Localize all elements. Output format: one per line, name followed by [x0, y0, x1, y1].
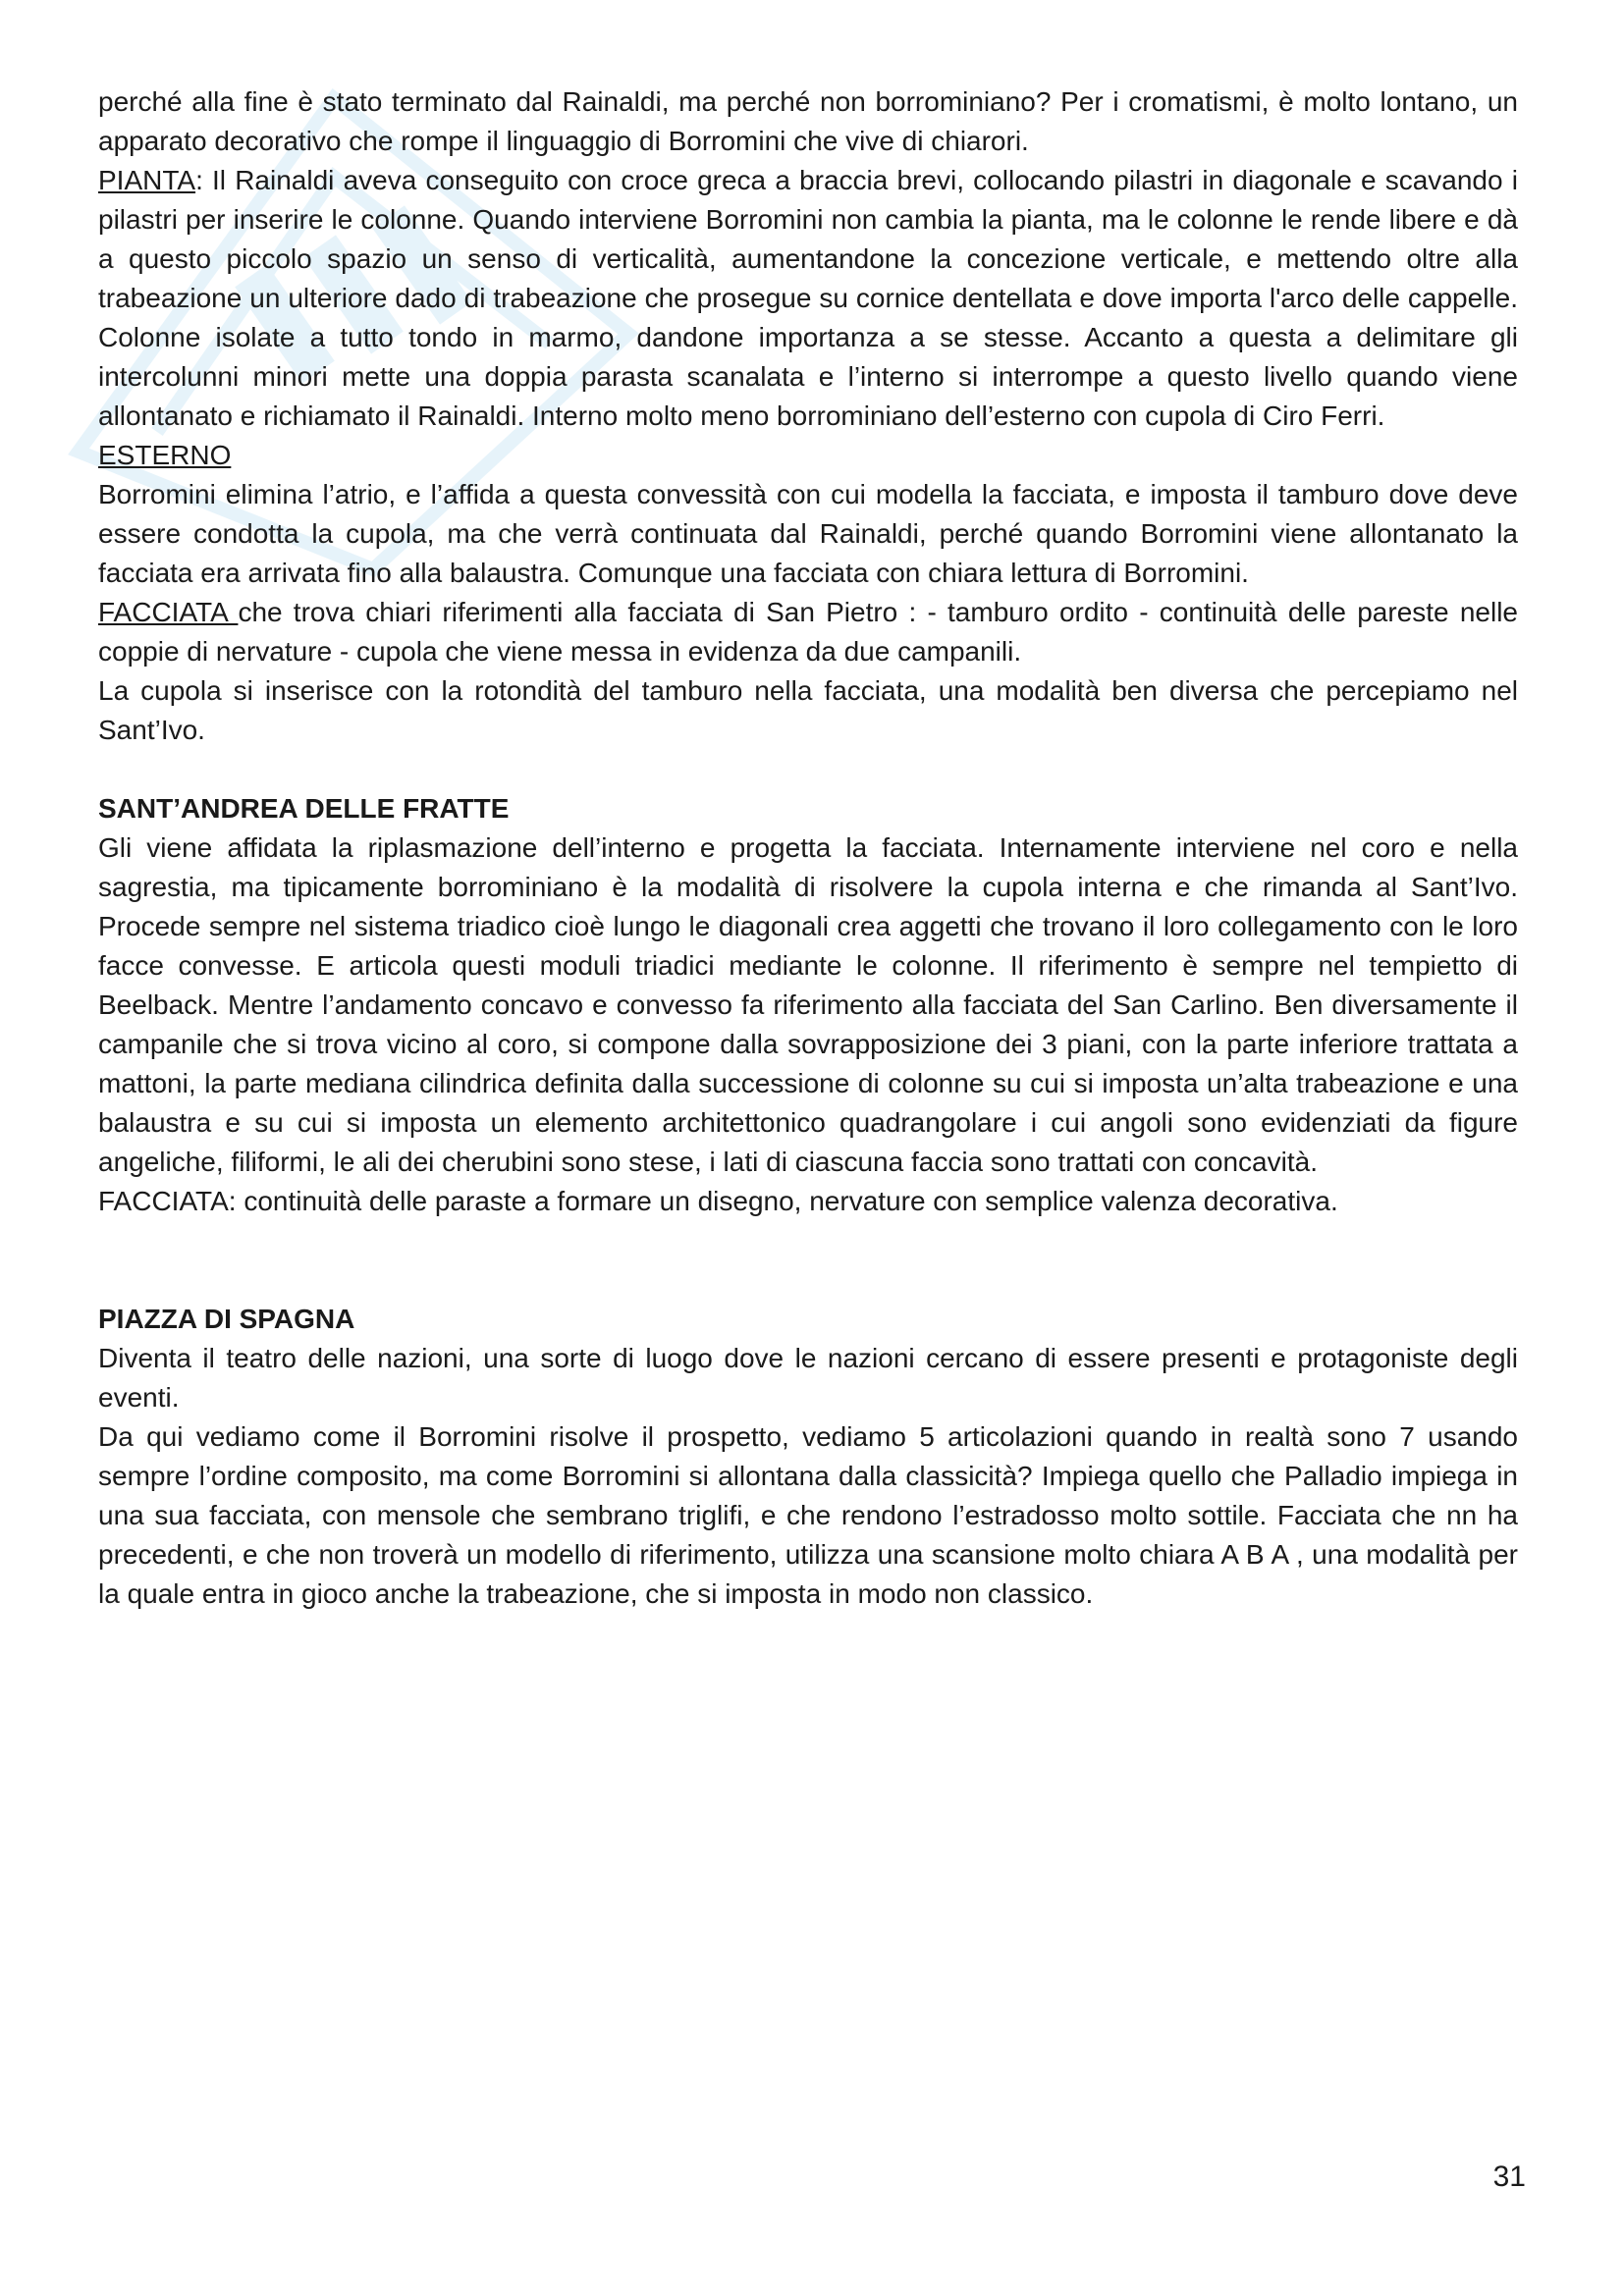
spacer	[98, 1221, 1518, 1300]
pianta-label: PIANTA	[98, 165, 196, 195]
spacer	[98, 750, 1518, 789]
esterno-label: ESTERNO	[98, 440, 232, 470]
facciata-text: che trova chiari riferimenti alla facciata di San Pietro : - tamburo ordito - continuità delle pareste nelle coppie di nervature - cupola che viene messa in evidenza da due campanili.	[98, 597, 1518, 667]
piazza-heading: PIAZZA DI SPAGNA	[98, 1304, 355, 1334]
pianta-text: : Il Rainaldi aveva conseguito con croce greca a braccia brevi, collocando pilastri in diagonale e scavando i pilastri per inserire le colonne. Quando interviene Borromini non cambia la pianta, ma le colonne le rende libere e dà a questo piccolo spazio un senso di verticalità, aumentandone la concezione verticale, e mettendo oltre alla trabeazione un ulteriore dado di trabeazione che prosegue su cornice dentellata e dove importa l'arco delle cappelle. Colonne isolate a tutto tondo in marmo, dandone importanza a se stesse. Accanto a questa a delimitare gli intercolunni minori mette una doppia parasta scanalata e l’interno si interrompe a questo livello quando viene allontanato e richiamato il Rainaldi. Interno molto meno borrominiano dell’esterno con cupola di Ciro Ferri.	[98, 165, 1518, 431]
santandrea-facciata-paragraph: FACCIATA: continuità delle paraste a formare un disegno, nervature con semplice valenza decorativa.	[98, 1186, 1338, 1216]
santandrea-heading: SANT’ANDREA DELLE FRATTE	[98, 793, 510, 824]
esterno-label-line	[98, 436, 1518, 475]
document-body	[98, 82, 1518, 1614]
facciata-paragraph	[98, 593, 1518, 671]
santandrea-paragraph: Gli viene affidata la riplasmazione dell’interno e progetta la facciata. Internamente interviene nel coro e nella sagrestia, ma tipicamente borrominiano è la modalità di risolvere la cupola interna e che rimanda al Sant’Ivo. Procede sempre nel sistema triadico cioè lungo le diagonali crea aggetti che trovano il loro collegamento con le loro facce convesse. E articola questi moduli triadici mediante le colonne. Il riferimento è sempre nel tempietto di Beelback. Mentre l’andamento concavo e convesso fa riferimento alla facciata del San Carlino. Ben diversamente il campanile che si trova vicino al coro, si compone dalla sovrapposizione dei 3 piani, con la parte inferiore trattata a mattoni, la parte mediana cilindrica definita dalla successione di colonne su cui si imposta un’alta trabeazione e una balaustra e su cui si imposta un elemento architettonico quadrangolare i cui angoli sono evidenziati da figure angeliche, filiformi, le ali dei cherubini sono stese, i lati di ciascuna faccia sono trattati con concavità.	[98, 832, 1518, 1177]
piazza-paragraph-1: Diventa il teatro delle nazioni, una sorte di luogo dove le nazioni cercano di essere presenti e protagoniste degli eventi.	[98, 1343, 1518, 1413]
page-number: 31	[1492, 2161, 1526, 2193]
piazza-paragraph-2: Da qui vediamo come il Borromini risolve il prospetto, vediamo 5 articolazioni quando in realtà sono 7 usando sempre l’ordine composito, ma come Borromini si allontana dalla classicità? Impiega quello che Palladio impiega in una sua facciata, con mensole che sembrano triglifi, e che rendono l’estradosso molto sottile. Facciata che nn ha precedenti, e che non troverà un modello di riferimento, utilizza una scansione molto chiara A B A , una modalità per la quale entra in gioco anche la trabeazione, che si imposta in modo non classico.	[98, 1421, 1518, 1609]
facciata-paragraph-2: La cupola si inserisce con la rotondità del tamburo nella facciata, una modalità ben diversa che percepiamo nel Sant’Ivo.	[98, 675, 1518, 745]
pianta-paragraph	[98, 161, 1518, 436]
intro-paragraph: perché alla fine è stato terminato dal Rainaldi, ma perché non borrominiano? Per i cromatismi, è molto lontano, un apparato decorativo che rompe il linguaggio di Borromini che vive di chiarori.	[98, 86, 1518, 156]
esterno-paragraph: Borromini elimina l’atrio, e l’affida a questa convessità con cui modella la facciata, e imposta il tamburo dove deve essere condotta la cupola, ma che verrà continuata dal Rainaldi, perché quando Borromini viene allontanato la facciata era arrivata fino alla balaustra. Comunque una facciata con chiara lettura di Borromini.	[98, 479, 1518, 588]
facciata-label: FACCIATA	[98, 597, 239, 627]
